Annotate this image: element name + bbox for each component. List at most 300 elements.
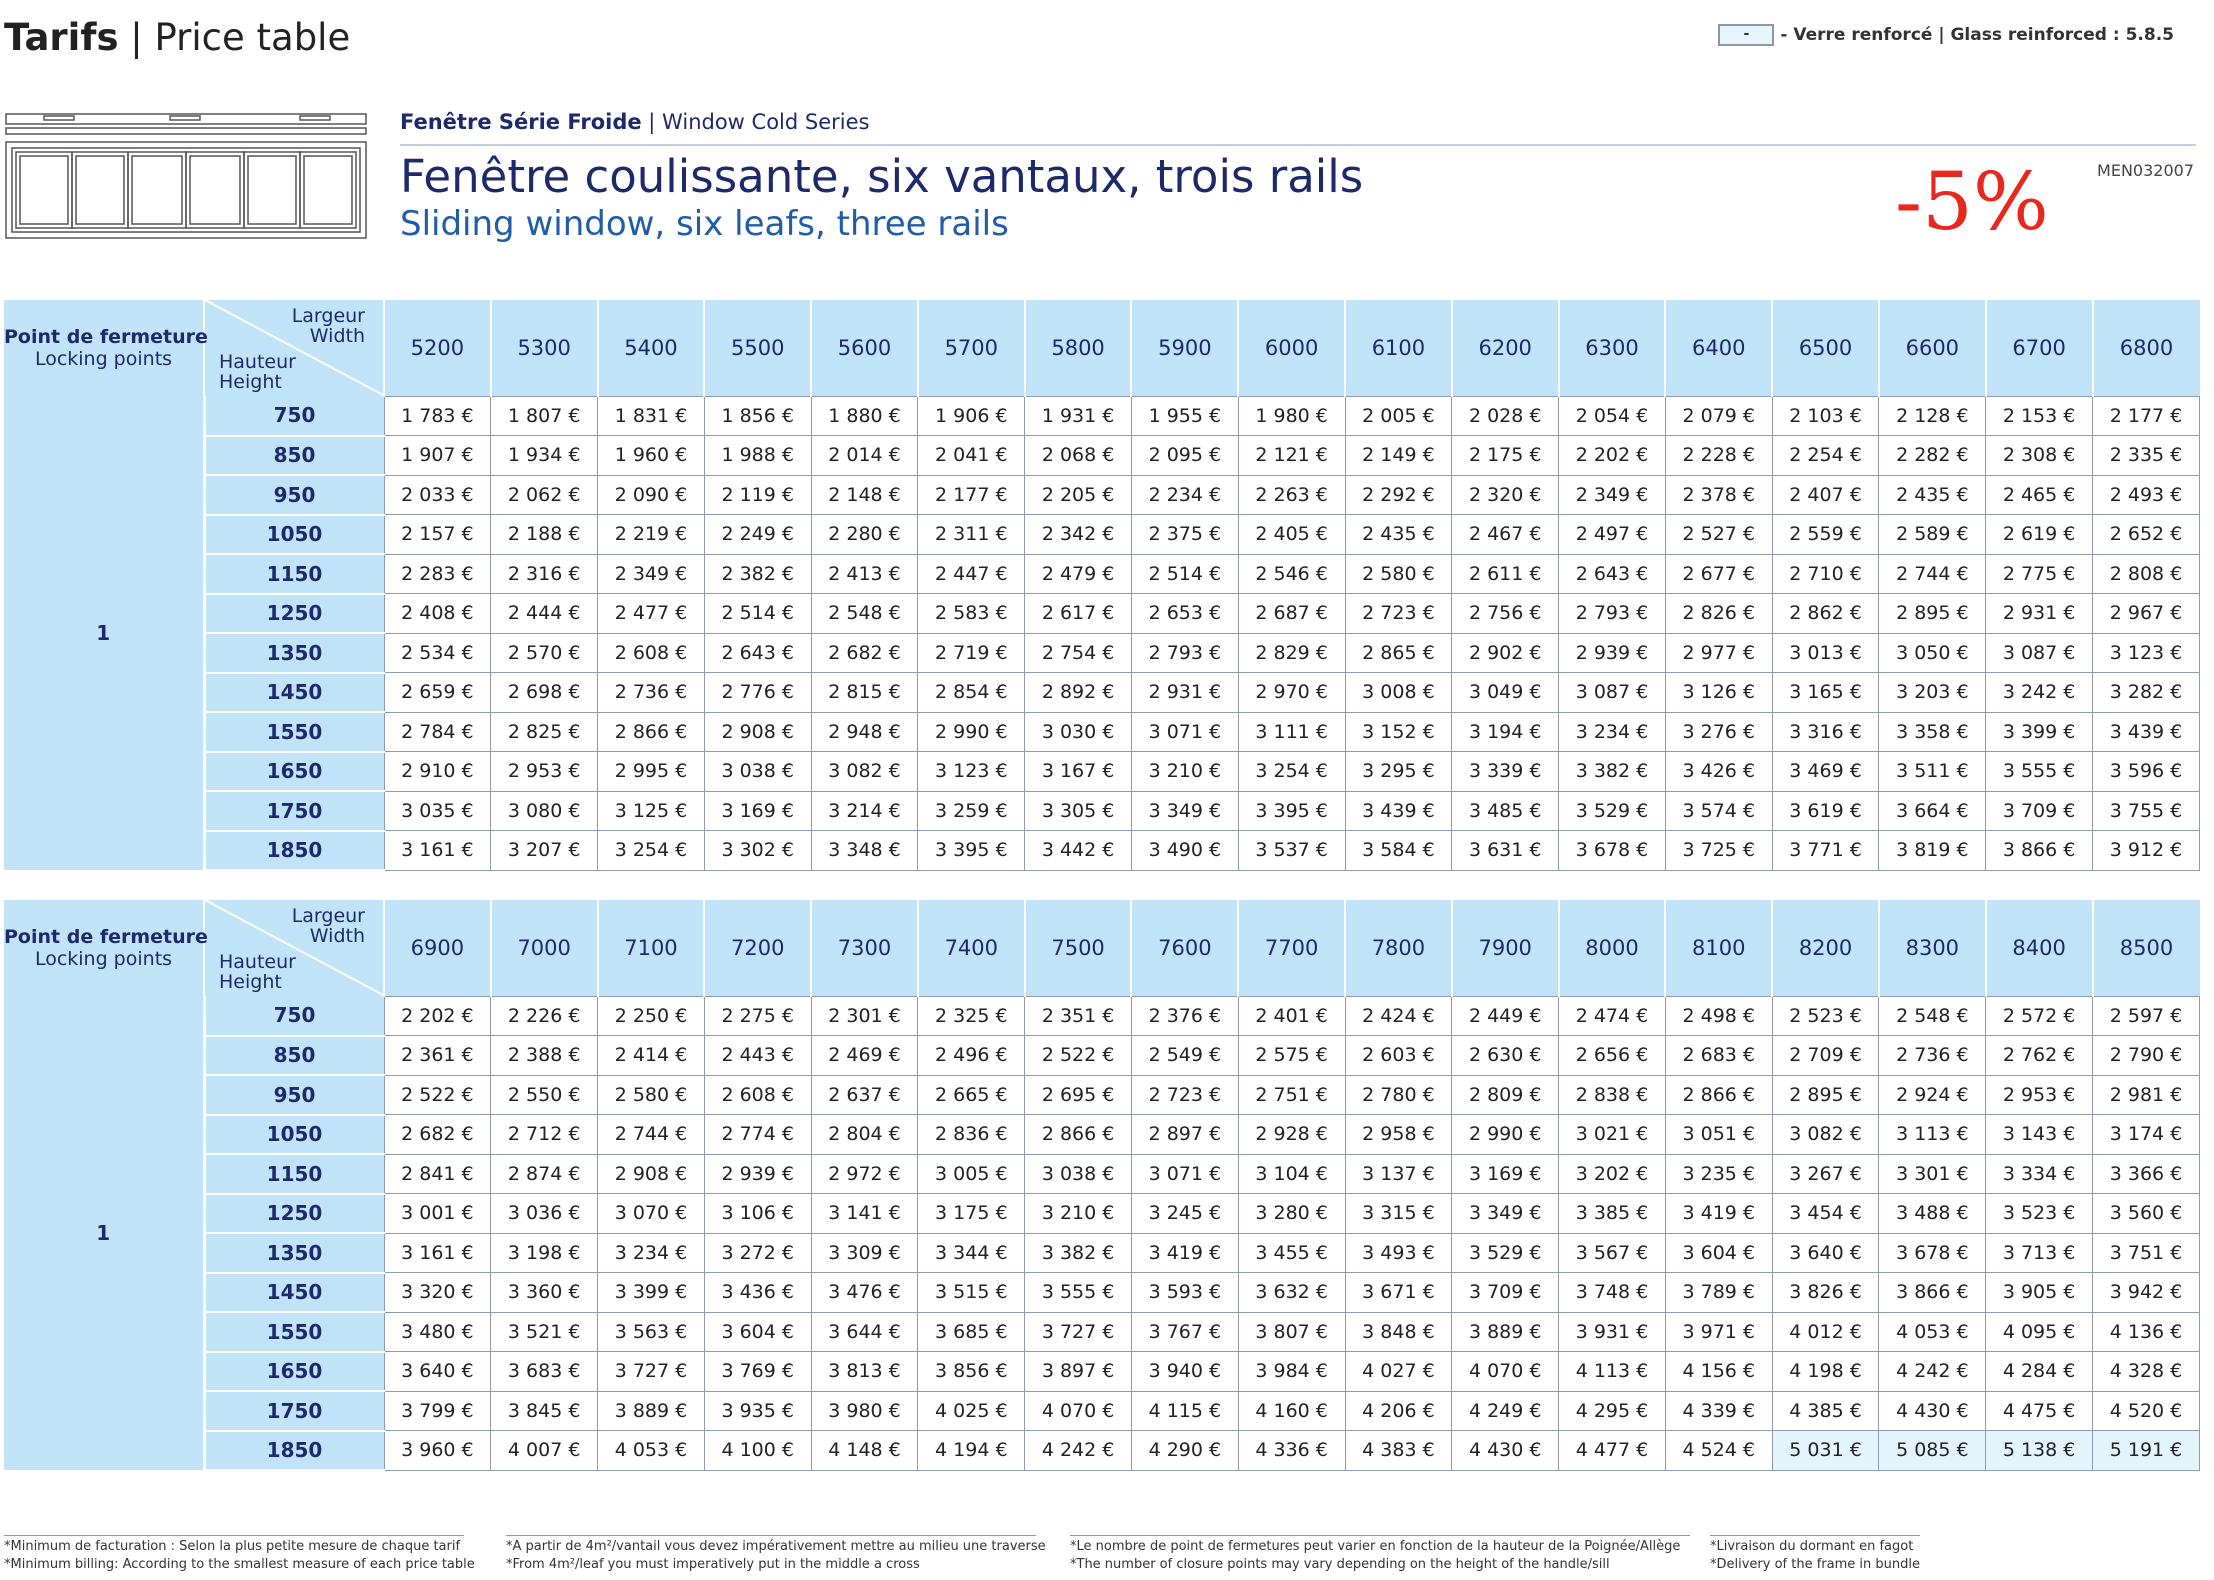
price-cell: 2 523 € — [1772, 996, 1879, 1036]
price-cell: 3 349 € — [1452, 1194, 1559, 1234]
price-cell: 2 449 € — [1452, 996, 1559, 1036]
price-cell: 2 028 € — [1452, 396, 1559, 436]
price-cell: 2 643 € — [1559, 554, 1666, 594]
series-en: | Window Cold Series — [641, 110, 870, 134]
price-cell: 3 490 € — [1131, 831, 1238, 871]
price-cell: 3 344 € — [918, 1233, 1025, 1273]
price-cell: 2 784 € — [384, 712, 491, 752]
locking-points-label-en: Locking points — [34, 348, 173, 370]
price-cell: 2 836 € — [918, 1115, 1025, 1155]
price-cell: 3 671 € — [1345, 1273, 1452, 1313]
price-cell: 2 928 € — [1238, 1115, 1345, 1155]
price-cell: 3 242 € — [1986, 673, 2093, 713]
price-cell: 2 316 € — [491, 554, 598, 594]
height-row-header: 1350 — [204, 1233, 384, 1273]
width-column-header: 5200 — [384, 300, 491, 396]
price-cell: 3 113 € — [1879, 1115, 1986, 1155]
width-label-en: Width — [309, 325, 365, 347]
price-cell: 3 678 € — [1879, 1233, 1986, 1273]
table-row — [4, 752, 2200, 792]
width-column-header: 5800 — [1025, 300, 1132, 396]
price-cell: 4 053 € — [1879, 1312, 1986, 1352]
price-cell: 3 493 € — [1345, 1233, 1452, 1273]
price-cell: 2 780 € — [1345, 1075, 1452, 1115]
price-cell: 3 087 € — [1559, 673, 1666, 713]
price-cell: 4 160 € — [1238, 1391, 1345, 1431]
price-cell: 3 302 € — [704, 831, 811, 871]
sliding-window-drawing — [4, 112, 368, 242]
price-cell: 3 214 € — [811, 791, 918, 831]
price-cell: 2 219 € — [598, 515, 705, 555]
width-column-header: 6500 — [1772, 300, 1879, 396]
price-cell: 2 477 € — [598, 594, 705, 634]
price-cell: 3 276 € — [1665, 712, 1772, 752]
price-cell: 2 119 € — [704, 475, 811, 515]
price-cell: 3 082 € — [811, 752, 918, 792]
height-row-header: 1750 — [204, 1391, 384, 1431]
price-cell: 4 284 € — [1986, 1352, 2093, 1392]
width-column-header: 6100 — [1345, 300, 1452, 396]
price-cell: 2 603 € — [1345, 1036, 1452, 1076]
width-column-header: 7200 — [704, 900, 811, 996]
price-cell: 2 687 € — [1238, 594, 1345, 634]
width-column-header: 5500 — [704, 300, 811, 396]
footnote-4-fr: *Livraison du dormant en fagot — [1710, 1539, 1914, 1554]
price-cell: 2 756 € — [1452, 594, 1559, 634]
legend-swatch: - — [1718, 24, 1774, 46]
price-cell: 3 194 € — [1452, 712, 1559, 752]
price-cell: 2 892 € — [1025, 673, 1132, 713]
legend-text: - Verre renforcé | Glass reinforced : 5.8.5 — [1780, 25, 2174, 45]
price-cell: 3 267 € — [1772, 1154, 1879, 1194]
price-cell: 2 866 € — [598, 712, 705, 752]
price-cell: 3 399 € — [598, 1273, 705, 1313]
price-cell: 2 234 € — [1131, 475, 1238, 515]
table-row — [4, 1391, 2200, 1431]
price-cell: 4 156 € — [1665, 1352, 1772, 1392]
price-cell: 2 205 € — [1025, 475, 1132, 515]
price-cell: 2 924 € — [1879, 1075, 1986, 1115]
height-row-header: 1850 — [204, 831, 384, 871]
price-cell: 2 443 € — [704, 1036, 811, 1076]
price-cell: 3 395 € — [1238, 791, 1345, 831]
table-row — [4, 1115, 2200, 1155]
product-title-fr: Fenêtre coulissante, six vantaux, trois rails — [400, 150, 1364, 203]
price-cell: 3 234 € — [598, 1233, 705, 1273]
price-cell: 2 897 € — [1131, 1115, 1238, 1155]
price-cell: 3 537 € — [1238, 831, 1345, 871]
price-cell: 2 570 € — [491, 633, 598, 673]
price-cell: 4 194 € — [918, 1431, 1025, 1471]
price-cell: 3 126 € — [1665, 673, 1772, 713]
price-cell: 4 290 € — [1131, 1431, 1238, 1471]
price-cell: 4 385 € — [1772, 1391, 1879, 1431]
price-cell: 2 652 € — [2093, 515, 2200, 555]
price-cell: 2 534 € — [384, 633, 491, 673]
price-cell: 3 152 € — [1345, 712, 1452, 752]
price-cell: 3 769 € — [704, 1352, 811, 1392]
price-cell: 2 254 € — [1772, 436, 1879, 476]
price-cell: 2 723 € — [1345, 594, 1452, 634]
price-cell: 3 339 € — [1452, 752, 1559, 792]
price-cell: 3 001 € — [384, 1194, 491, 1234]
price-cell: 4 206 € — [1345, 1391, 1452, 1431]
height-row-header: 1250 — [204, 594, 384, 634]
price-cell: 2 414 € — [598, 1036, 705, 1076]
locking-points-label-fr: Point de fermeture — [4, 926, 208, 948]
price-cell: 2 682 € — [384, 1115, 491, 1155]
price-cell: 2 723 € — [1131, 1075, 1238, 1115]
price-cell: 1 955 € — [1131, 396, 1238, 436]
height-row-header: 850 — [204, 1036, 384, 1076]
table-row — [4, 396, 2200, 436]
width-column-header: 8400 — [1986, 900, 2093, 996]
height-row-header: 1350 — [204, 633, 384, 673]
price-cell: 3 382 € — [1025, 1233, 1132, 1273]
price-cell: 3 071 € — [1131, 1154, 1238, 1194]
price-cell: 2 375 € — [1131, 515, 1238, 555]
price-cell: 2 611 € — [1452, 554, 1559, 594]
width-column-header: 6900 — [384, 900, 491, 996]
price-cell: 1 783 € — [384, 396, 491, 436]
price-cell: 2 970 € — [1238, 673, 1345, 713]
price-cell: 2 630 € — [1452, 1036, 1559, 1076]
price-cell: 2 653 € — [1131, 594, 1238, 634]
price-cell: 2 335 € — [2093, 436, 2200, 476]
price-cell: 2 005 € — [1345, 396, 1452, 436]
product-reference: MEN032007 — [2097, 161, 2194, 180]
price-cell: 2 659 € — [384, 673, 491, 713]
price-cell: 3 789 € — [1665, 1273, 1772, 1313]
price-cell: 2 550 € — [491, 1075, 598, 1115]
price-cell: 2 908 € — [598, 1154, 705, 1194]
price-cell: 3 080 € — [491, 791, 598, 831]
price-cell: 4 430 € — [1452, 1431, 1559, 1471]
price-cell: 3 005 € — [918, 1154, 1025, 1194]
price-cell: 3 940 € — [1131, 1352, 1238, 1392]
price-cell: 2 447 € — [918, 554, 1025, 594]
height-row-header: 1450 — [204, 1273, 384, 1313]
height-row-header: 1550 — [204, 1312, 384, 1352]
price-cell: 3 259 € — [918, 791, 1025, 831]
price-cell: 2 263 € — [1238, 475, 1345, 515]
price-cell: 2 774 € — [704, 1115, 811, 1155]
price-cell: 3 604 € — [1665, 1233, 1772, 1273]
price-cell: 3 845 € — [491, 1391, 598, 1431]
price-cell: 2 435 € — [1345, 515, 1452, 555]
price-cell: 3 013 € — [1772, 633, 1879, 673]
width-height-header — [204, 300, 384, 396]
table-row — [4, 1273, 2200, 1313]
price-cell: 4 198 € — [1772, 1352, 1879, 1392]
price-cell: 3 104 € — [1238, 1154, 1345, 1194]
price-cell: 2 695 € — [1025, 1075, 1132, 1115]
price-cell: 3 360 € — [491, 1273, 598, 1313]
price-table-1 — [4, 300, 2200, 871]
price-cell: 4 383 € — [1345, 1431, 1452, 1471]
price-cell: 3 175 € — [918, 1194, 1025, 1234]
table-row — [4, 1154, 2200, 1194]
price-cell: 3 555 € — [1025, 1273, 1132, 1313]
price-cell: 2 815 € — [811, 673, 918, 713]
price-cell: 3 348 € — [811, 831, 918, 871]
price-cell: 2 282 € — [1879, 436, 1986, 476]
price-cell: 3 161 € — [384, 831, 491, 871]
width-column-header: 7300 — [811, 900, 918, 996]
height-row-header: 750 — [204, 996, 384, 1036]
price-cell: 1 856 € — [704, 396, 811, 436]
price-cell: 2 226 € — [491, 996, 598, 1036]
price-cell: 2 775 € — [1986, 554, 2093, 594]
price-cell: 3 476 € — [811, 1273, 918, 1313]
width-column-header: 5900 — [1131, 300, 1238, 396]
price-cell: 1 988 € — [704, 436, 811, 476]
price-cell: 2 041 € — [918, 436, 1025, 476]
price-cell: 5 191 € — [2093, 1431, 2200, 1471]
price-cell: 3 038 € — [704, 752, 811, 792]
price-cell: 3 202 € — [1559, 1154, 1666, 1194]
price-cell: 3 439 € — [1345, 791, 1452, 831]
price-cell: 2 388 € — [491, 1036, 598, 1076]
price-cell: 3 713 € — [1986, 1233, 2093, 1273]
price-cell: 3 123 € — [2093, 633, 2200, 673]
price-cell: 3 631 € — [1452, 831, 1559, 871]
price-cell: 1 931 € — [1025, 396, 1132, 436]
height-label-fr: Hauteur — [219, 351, 296, 373]
price-cell: 3 515 € — [918, 1273, 1025, 1313]
price-cell: 3 685 € — [918, 1312, 1025, 1352]
price-cell: 3 036 € — [491, 1194, 598, 1234]
price-cell: 2 751 € — [1238, 1075, 1345, 1115]
price-cell: 3 469 € — [1772, 752, 1879, 792]
price-cell: 3 111 € — [1238, 712, 1345, 752]
price-cell: 3 366 € — [2093, 1154, 2200, 1194]
price-cell: 3 644 € — [811, 1312, 918, 1352]
price-cell: 2 902 € — [1452, 633, 1559, 673]
price-cell: 2 572 € — [1986, 996, 2093, 1036]
price-cell: 3 725 € — [1665, 831, 1772, 871]
price-cell: 3 234 € — [1559, 712, 1666, 752]
height-row-header: 750 — [204, 396, 384, 436]
price-cell: 2 744 € — [598, 1115, 705, 1155]
table-row — [4, 633, 2200, 673]
price-cell: 4 070 € — [1025, 1391, 1132, 1431]
page-title — [4, 16, 350, 59]
price-cell: 2 862 € — [1772, 594, 1879, 634]
price-cell: 3 748 € — [1559, 1273, 1666, 1313]
price-cell: 3 169 € — [704, 791, 811, 831]
footnote-4-en: *Delivery of the frame in bundle — [1710, 1557, 1920, 1572]
price-cell: 2 177 € — [2093, 396, 2200, 436]
price-cell: 3 971 € — [1665, 1312, 1772, 1352]
price-cell: 3 866 € — [1879, 1273, 1986, 1313]
price-cell: 3 282 € — [2093, 673, 2200, 713]
price-cell: 3 442 € — [1025, 831, 1132, 871]
price-cell: 2 931 € — [1131, 673, 1238, 713]
height-row-header: 1150 — [204, 1154, 384, 1194]
price-cell: 3 984 € — [1238, 1352, 1345, 1392]
price-cell: 2 188 € — [491, 515, 598, 555]
table-row — [4, 1075, 2200, 1115]
price-cell: 4 115 € — [1131, 1391, 1238, 1431]
price-cell: 3 727 € — [1025, 1312, 1132, 1352]
price-cell: 2 301 € — [811, 996, 918, 1036]
price-cell: 3 454 € — [1772, 1194, 1879, 1234]
height-row-header: 1750 — [204, 791, 384, 831]
price-cell: 2 939 € — [1559, 633, 1666, 673]
price-cell: 3 584 € — [1345, 831, 1452, 871]
price-cell: 2 793 € — [1131, 633, 1238, 673]
price-cell: 2 744 € — [1879, 554, 1986, 594]
legend-reinforced-glass — [1718, 24, 2174, 46]
price-cell: 2 665 € — [918, 1075, 1025, 1115]
price-cell: 3 254 € — [598, 831, 705, 871]
price-cell: 2 709 € — [1772, 1036, 1879, 1076]
price-cell: 3 807 € — [1238, 1312, 1345, 1352]
page-title-bold: Tarifs — [4, 16, 119, 59]
price-cell: 3 755 € — [2093, 791, 2200, 831]
price-cell: 2 062 € — [491, 475, 598, 515]
price-cell: 2 444 € — [491, 594, 598, 634]
price-cell: 2 825 € — [491, 712, 598, 752]
price-cell: 3 082 € — [1772, 1115, 1879, 1155]
price-cell: 2 361 € — [384, 1036, 491, 1076]
table-row — [4, 436, 2200, 476]
price-cell: 3 315 € — [1345, 1194, 1452, 1234]
price-cell: 3 826 € — [1772, 1273, 1879, 1313]
price-cell: 3 049 € — [1452, 673, 1559, 713]
price-cell: 2 548 € — [1879, 996, 1986, 1036]
price-cell: 3 912 € — [2093, 831, 2200, 871]
price-cell: 2 514 € — [704, 594, 811, 634]
price-cell: 3 819 € — [1879, 831, 1986, 871]
price-cell: 2 249 € — [704, 515, 811, 555]
price-cell: 3 070 € — [598, 1194, 705, 1234]
price-cell: 3 301 € — [1879, 1154, 1986, 1194]
price-cell: 2 149 € — [1345, 436, 1452, 476]
footnote-2-fr: *A partir de 4m²/vantail vous devez impérativement mettre au milieu une traverse — [506, 1539, 1046, 1554]
price-cell: 3 521 € — [491, 1312, 598, 1352]
series-divider — [400, 144, 2196, 146]
price-cell: 4 242 € — [1025, 1431, 1132, 1471]
height-row-header: 1150 — [204, 554, 384, 594]
footnote-1 — [4, 1535, 475, 1574]
table-row — [4, 515, 2200, 555]
table-row — [4, 1352, 2200, 1392]
price-cell: 2 790 € — [2093, 1036, 2200, 1076]
price-cell: 5 138 € — [1986, 1431, 2093, 1471]
price-cell: 2 967 € — [2093, 594, 2200, 634]
price-cell: 1 831 € — [598, 396, 705, 436]
price-cell: 2 953 € — [491, 752, 598, 792]
price-cell: 3 035 € — [384, 791, 491, 831]
table-row — [4, 996, 2200, 1036]
width-column-header: 8300 — [1879, 900, 1986, 996]
price-cell: 2 250 € — [598, 996, 705, 1036]
width-label-en: Width — [309, 925, 365, 947]
price-cell: 3 395 € — [918, 831, 1025, 871]
price-cell: 3 210 € — [1131, 752, 1238, 792]
price-cell: 3 619 € — [1772, 791, 1879, 831]
height-label-en: Height — [219, 371, 282, 393]
price-cell: 2 977 € — [1665, 633, 1772, 673]
width-column-header: 6000 — [1238, 300, 1345, 396]
height-row-header: 1250 — [204, 1194, 384, 1234]
locking-points-value: 1 — [4, 996, 204, 1470]
price-cell: 3 137 € — [1345, 1154, 1452, 1194]
price-cell: 3 087 € — [1986, 633, 2093, 673]
price-cell: 3 272 € — [704, 1233, 811, 1273]
table-header-row — [4, 300, 2200, 396]
width-column-header: 7800 — [1345, 900, 1452, 996]
locking-points-value: 1 — [4, 396, 204, 870]
height-row-header: 1550 — [204, 712, 384, 752]
price-cell: 2 128 € — [1879, 396, 1986, 436]
price-cell: 4 249 € — [1452, 1391, 1559, 1431]
footnote-1-en: *Minimum billing: According to the smallest measure of each price table — [4, 1557, 475, 1572]
price-cell: 2 148 € — [811, 475, 918, 515]
price-cell: 2 376 € — [1131, 996, 1238, 1036]
price-cell: 2 854 € — [918, 673, 1025, 713]
price-cell: 3 207 € — [491, 831, 598, 871]
price-cell: 2 311 € — [918, 515, 1025, 555]
price-cell: 4 148 € — [811, 1431, 918, 1471]
price-cell: 4 336 € — [1238, 1431, 1345, 1471]
price-cell: 2 549 € — [1131, 1036, 1238, 1076]
price-cell: 3 523 € — [1986, 1194, 2093, 1234]
price-cell: 3 529 € — [1559, 791, 1666, 831]
price-cell: 3 889 € — [598, 1391, 705, 1431]
price-cell: 2 202 € — [1559, 436, 1666, 476]
price-cell: 3 889 € — [1452, 1312, 1559, 1352]
price-cell: 2 014 € — [811, 436, 918, 476]
price-cell: 3 165 € — [1772, 673, 1879, 713]
width-label-fr: Largeur — [291, 905, 365, 927]
price-cell: 2 280 € — [811, 515, 918, 555]
price-cell: 2 990 € — [1452, 1115, 1559, 1155]
price-cell: 2 656 € — [1559, 1036, 1666, 1076]
price-cell: 2 498 € — [1665, 996, 1772, 1036]
price-cell: 4 477 € — [1559, 1431, 1666, 1471]
price-cell: 2 736 € — [598, 673, 705, 713]
price-cell: 1 980 € — [1238, 396, 1345, 436]
footnote-3 — [1070, 1535, 1690, 1574]
price-cell: 3 640 € — [384, 1352, 491, 1392]
price-cell: 3 771 € — [1772, 831, 1879, 871]
price-cell: 2 325 € — [918, 996, 1025, 1036]
table-row — [4, 831, 2200, 871]
price-cell: 2 424 € — [1345, 996, 1452, 1036]
price-cell: 3 334 € — [1986, 1154, 2093, 1194]
width-column-header: 8100 — [1665, 900, 1772, 996]
price-cell: 2 275 € — [704, 996, 811, 1036]
price-cell: 4 520 € — [2093, 1391, 2200, 1431]
table-row — [4, 673, 2200, 713]
price-cell: 2 407 € — [1772, 475, 1879, 515]
price-cell: 2 349 € — [598, 554, 705, 594]
price-cell: 1 907 € — [384, 436, 491, 476]
price-cell: 4 242 € — [1879, 1352, 1986, 1392]
price-cell: 2 608 € — [704, 1075, 811, 1115]
price-cell: 3 593 € — [1131, 1273, 1238, 1313]
price-cell: 2 413 € — [811, 554, 918, 594]
price-cell: 3 563 € — [598, 1312, 705, 1352]
price-cell: 3 050 € — [1879, 633, 1986, 673]
discount-badge: -5% — [1895, 155, 2049, 248]
price-cell: 2 349 € — [1559, 475, 1666, 515]
width-column-header: 6400 — [1665, 300, 1772, 396]
price-cell: 3 309 € — [811, 1233, 918, 1273]
